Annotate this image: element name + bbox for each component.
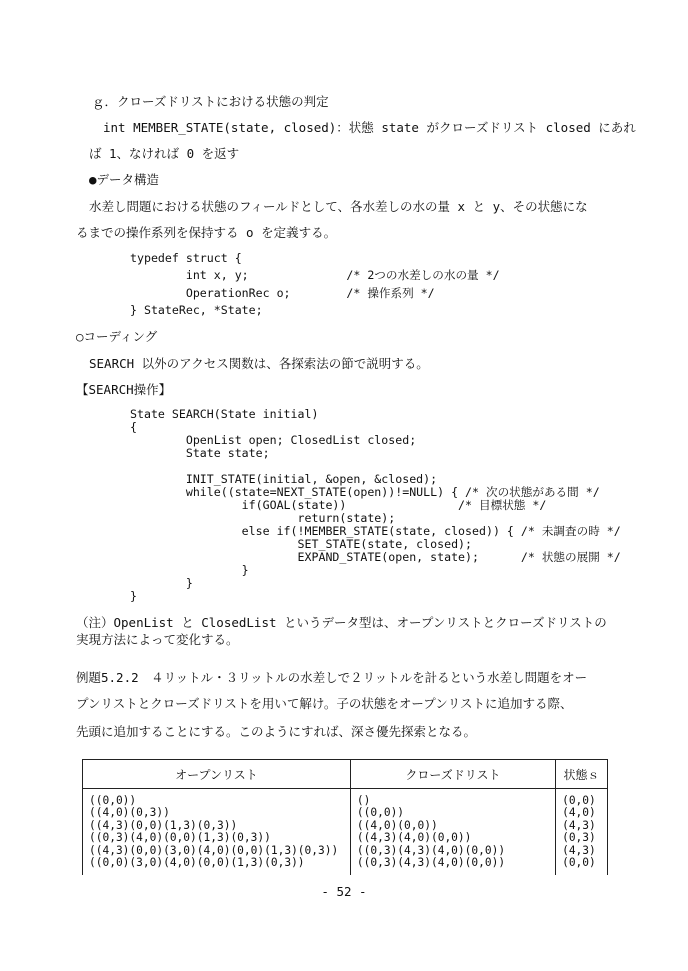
note-line-1: （注）OpenList と ClosedList というデータ型は、オープンリストとクローズドリストの	[76, 615, 607, 630]
member-state-description-line-2: ば 1、なければ 0 を返す	[89, 146, 240, 161]
code-line: return(state);	[130, 511, 396, 525]
state-header: 状態ｓ	[556, 760, 608, 789]
code-line: }	[130, 576, 193, 590]
note-line-2: 実現方法によって変化する。	[76, 632, 239, 647]
code-line: SET_STATE(state, closed);	[130, 537, 473, 551]
closed-list-header: クローズドリスト	[350, 760, 555, 789]
section-g-heading: ｇ．クローズドリストにおける状態の判定	[92, 94, 329, 109]
code-line: OperationRec o; /* 操作系列 */	[130, 286, 435, 300]
example-line-2: プンリストとクローズドリストを用いて解け。子の状態をオープンリストに追加する際、	[76, 696, 573, 711]
code-line: INIT_STATE(initial, &open, &closed);	[130, 472, 438, 486]
coding-heading: ○コーディング	[76, 329, 158, 344]
code-line: OpenList open; ClosedList closed;	[130, 433, 417, 447]
code-line: while((state=NEXT_STATE(open))!=NULL) { /* 次の状態がある間 */	[130, 485, 600, 499]
code-line: State SEARCH(State initial)	[130, 407, 319, 421]
code-line: else if(!MEMBER_STATE(state, closed)) { /* 未調査の時 */	[130, 524, 621, 538]
code-line: int x, y; /* 2つの水差しの水の量 */	[130, 268, 500, 282]
code-line: if(GOAL(state)) /* 目標状態 */	[130, 498, 547, 512]
example-line-3: 先頭に追加することにする。このようにすれば、深さ優先探索となる。	[76, 724, 477, 739]
data-structure-heading: ●データ構造	[89, 172, 160, 187]
closed-list-cell: () ((0,0)) ((4,0)(0,0)) ((4,3)(4,0)(0,0)) ((0,3)(4,3)(4,0)(0,0)) ((0,3)(4,3)(4,0)(0,0))	[350, 789, 555, 876]
state-cell: (0,0) (4,0) (4,3) (0,3) (4,3) (0,0)	[556, 789, 608, 876]
data-structure-paragraph-line-2: るまでの操作系列を保持する o を定義する。	[76, 225, 337, 240]
example-line-1: 例題5.2.2 ４リットル・３リットルの水差しで２リットルを計るという水差し問題をオー	[76, 670, 588, 685]
table-header-row	[83, 760, 608, 789]
code-line: }	[130, 589, 137, 603]
code-line: } StateRec, *State;	[130, 303, 263, 317]
coding-paragraph: SEARCH 以外のアクセス関数は、各探索法の節で説明する。	[89, 356, 429, 371]
table-row	[83, 789, 608, 876]
page-number: - 52 -	[321, 884, 367, 899]
code-line: State state;	[130, 446, 270, 460]
member-state-description-line-1: int MEMBER_STATE(state, closed)：状態 state がクローズドリスト closed にあれ	[103, 120, 636, 135]
search-trace-table	[82, 759, 608, 875]
search-operation-heading: 【SEARCH操作】	[76, 382, 172, 397]
code-line: {	[130, 420, 137, 434]
data-structure-paragraph-line-1: 水差し問題における状態のフィールドとして、各水差しの水の量 x と y、その状態にな	[89, 199, 588, 214]
open-list-cell: ((0,0)) ((4,0)(0,3)) ((4,3)(0,0)(1,3)(0,3)) ((0,3)(4,0)(0,0)(1,3)(0,3)) ((4,3)(0,0)(3,0)(4,0)(0,0)(1,3)(0,3)) ((0,0)(3,0)(4,0)(0,0)(1,3)(0,3))	[83, 789, 351, 876]
code-line: typedef struct {	[130, 251, 242, 265]
open-list-header: オープンリスト	[83, 760, 351, 789]
code-line: EXPAND_STATE(open, state); /* 状態の展開 */	[130, 550, 621, 564]
code-line: }	[130, 563, 249, 577]
